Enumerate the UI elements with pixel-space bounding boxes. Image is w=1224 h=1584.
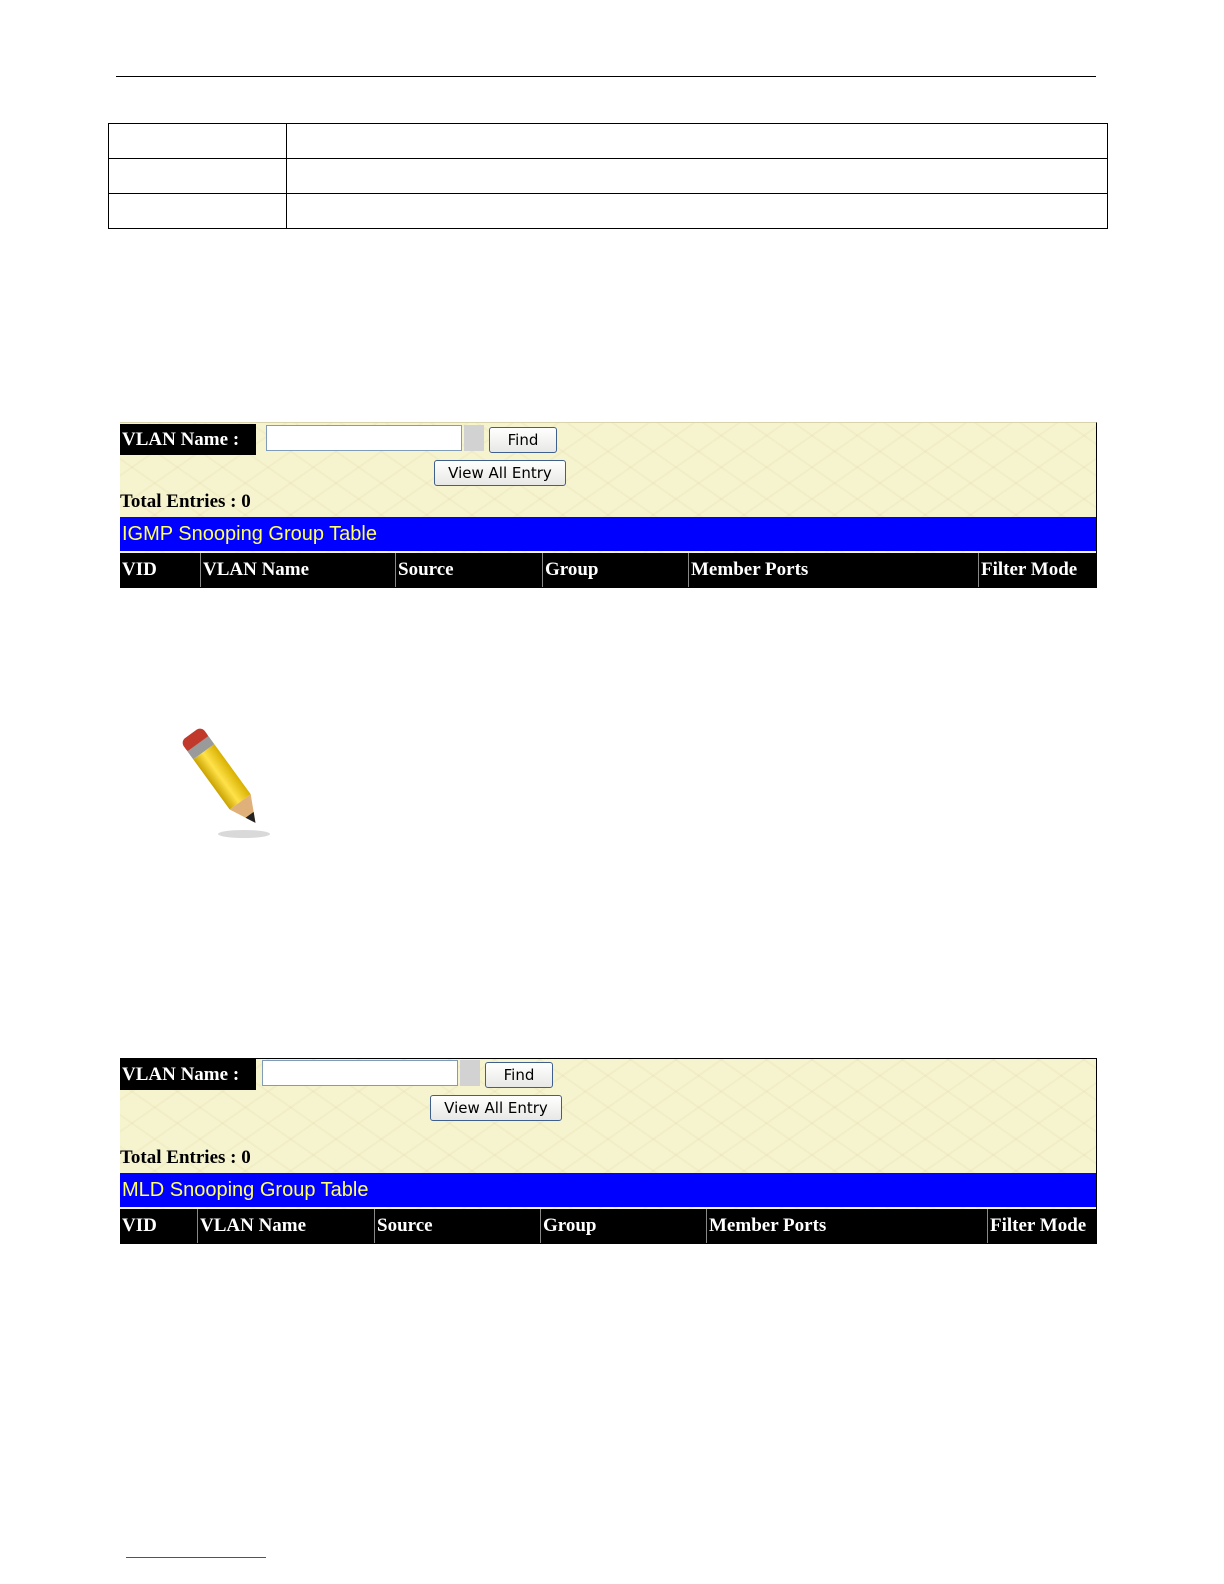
table-title: IGMP Snooping Group Table [120, 517, 1096, 551]
column-header-vid: VID [122, 559, 157, 580]
input-spacer [460, 1060, 480, 1086]
view-all-entry-button[interactable]: View All Entry [434, 460, 566, 486]
vlan-name-label: VLAN Name : [120, 1059, 256, 1090]
vlan-name-label: VLAN Name : [120, 424, 256, 455]
find-button[interactable]: Find [485, 1062, 553, 1088]
column-header-member-ports: Member Ports [688, 553, 978, 587]
param-desc-cell [287, 159, 1108, 194]
table-row [109, 159, 1108, 194]
column-header-row [120, 1209, 1096, 1243]
total-entries: Total Entries : 0 [120, 491, 251, 512]
vlan-name-input[interactable] [266, 425, 462, 451]
column-header-vid: VID [122, 1215, 157, 1236]
column-header-row [120, 553, 1096, 587]
header-rule [116, 76, 1096, 77]
column-header-source: Source [395, 553, 542, 587]
parameter-table [108, 123, 1108, 229]
input-spacer [464, 425, 484, 451]
param-name-cell [109, 159, 287, 194]
table-row [109, 124, 1108, 159]
mld-snooping-panel [120, 1058, 1097, 1244]
table-title: MLD Snooping Group Table [120, 1173, 1096, 1207]
param-desc-cell [287, 124, 1108, 159]
pencil-icon [170, 722, 280, 840]
column-header-source: Source [374, 1209, 540, 1243]
column-header-group: Group [540, 1209, 706, 1243]
column-header-filter-mode: Filter Mode [978, 553, 1096, 587]
column-header-vlan-name: VLAN Name [197, 1209, 374, 1243]
column-header-group: Group [542, 553, 688, 587]
table-row [109, 194, 1108, 229]
view-all-entry-button[interactable]: View All Entry [430, 1095, 562, 1121]
find-button[interactable]: Find [489, 427, 557, 453]
footer-link-rule [126, 1557, 266, 1558]
column-header-filter-mode: Filter Mode [987, 1209, 1096, 1243]
param-desc-cell [287, 194, 1108, 229]
vlan-name-input[interactable] [262, 1060, 458, 1086]
total-entries: Total Entries : 0 [120, 1147, 251, 1168]
column-header-vlan-name: VLAN Name [200, 553, 395, 587]
param-name-cell [109, 194, 287, 229]
param-name-cell [109, 124, 287, 159]
column-header-member-ports: Member Ports [706, 1209, 987, 1243]
igmp-snooping-panel [120, 422, 1097, 588]
